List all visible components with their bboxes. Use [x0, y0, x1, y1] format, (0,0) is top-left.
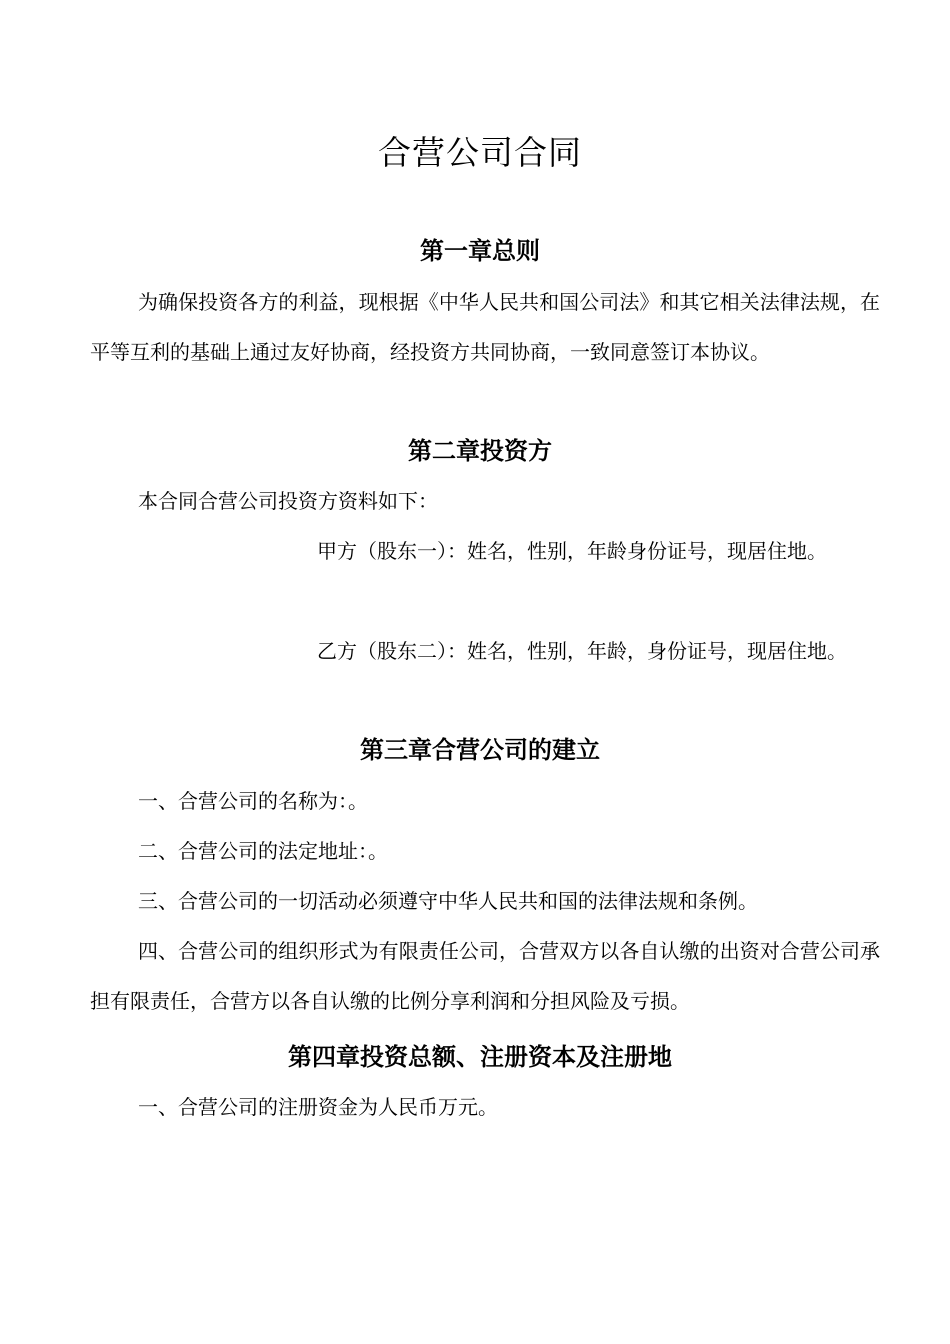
chapter-3-item: 一、合营公司的名称为：。: [138, 789, 368, 813]
chapter-4-heading: 第四章投资总额、注册资本及注册地: [288, 1043, 672, 1071]
chapter-3-item: 二、合营公司的法定地址：。: [138, 839, 388, 863]
party-b-info: 乙方（股东二）：姓名，性别，年龄，身份证号，现居住地。: [317, 639, 847, 663]
chapter-3-heading: 第三章合营公司的建立: [360, 736, 600, 764]
chapter-4-item: 一、合营公司的注册资金为人民币万元。: [138, 1095, 498, 1119]
chapter-2-heading: 第二章投资方: [408, 437, 552, 465]
chapter-2-intro: 本合同合营公司投资方资料如下：: [138, 489, 438, 513]
party-a-info: 甲方（股东一）：姓名，性别，年龄身份证号，现居住地。: [317, 539, 827, 563]
chapter-3-item: 四、合营公司的组织形式为有限责任公司，合营双方以各自认缴的出资对合营公司承担有限责任，合营方以各自认缴的比例分享利润和分担风险及亏损。: [90, 939, 880, 1013]
chapter-1-paragraph: 为确保投资各方的利益，现根据《中华人民共和国公司法》和其它相关法律法规，在平等互利的基础上通过友好协商，经投资方共同协商，一致同意签订本协议。: [90, 290, 880, 364]
chapter-3-item: 三、合营公司的一切活动必须遵守中华人民共和国的法律法规和条例。: [138, 889, 758, 913]
chapter-1-heading: 第一章总则: [420, 237, 540, 265]
document-title: 合营公司合同: [378, 133, 582, 172]
